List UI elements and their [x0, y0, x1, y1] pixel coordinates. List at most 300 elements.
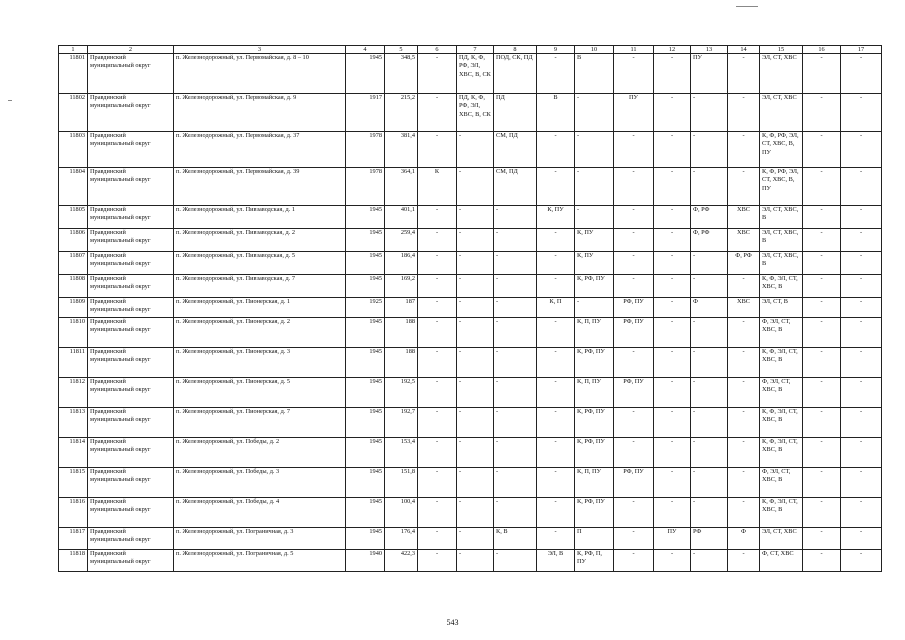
table-cell: 422,3	[385, 550, 418, 572]
table-cell: 1945	[346, 528, 385, 550]
table-cell: -	[537, 348, 575, 378]
table-cell: -	[654, 252, 691, 275]
table-cell: -	[691, 498, 728, 528]
table-cell: -	[841, 94, 882, 132]
table-cell: 11813	[59, 408, 88, 438]
table-cell: Правдинский муниципальный округ	[88, 168, 174, 206]
table-cell: 1945	[346, 252, 385, 275]
table-cell: п. Железнодорожный, ул. Пограничная, д. 5	[174, 550, 346, 572]
table-cell: -	[418, 468, 457, 498]
table-cell: ХВС	[728, 206, 760, 229]
table-cell: -	[457, 252, 494, 275]
table-row	[59, 348, 882, 378]
table-cell: -	[494, 550, 537, 572]
table-cell: -	[457, 206, 494, 229]
column-number-header: 9	[537, 46, 575, 54]
table-cell: -	[614, 54, 654, 94]
table-cell: -	[614, 528, 654, 550]
table-cell: К, П, ПУ	[575, 318, 614, 348]
table-cell: 11801	[59, 54, 88, 94]
table-cell: 215,2	[385, 94, 418, 132]
table-cell: Правдинский муниципальный округ	[88, 378, 174, 408]
table-cell: -	[841, 252, 882, 275]
table-cell: Ф, СТ, ХВС	[760, 550, 803, 572]
table-cell: 11802	[59, 94, 88, 132]
table-cell: -	[614, 132, 654, 168]
table-cell: -	[841, 318, 882, 348]
table-cell: Ф	[691, 298, 728, 318]
table-cell: ЭЛ, СТ, ХВС	[760, 54, 803, 94]
table-cell: К, РФ, ПУ	[575, 498, 614, 528]
table-row	[59, 438, 882, 468]
table-cell: 11816	[59, 498, 88, 528]
table-cell: 1945	[346, 229, 385, 252]
table-cell: -	[575, 298, 614, 318]
table-cell: -	[841, 378, 882, 408]
table-cell: -	[418, 528, 457, 550]
table-cell: П	[575, 528, 614, 550]
table-cell: РФ, ПУ	[614, 298, 654, 318]
table-cell: -	[418, 94, 457, 132]
table-cell: К, ПУ	[537, 206, 575, 229]
table-cell: К, РФ, ПУ	[575, 408, 614, 438]
table-cell: -	[494, 318, 537, 348]
table-cell: К, Ф, ЭЛ, СТ, ХВС, В	[760, 498, 803, 528]
table-cell: -	[691, 550, 728, 572]
table-cell: -	[494, 408, 537, 438]
table-cell: п. Железнодорожный, ул. Победы, д. 4	[174, 498, 346, 528]
table-cell: -	[457, 132, 494, 168]
table-cell: Ф, РФ	[691, 206, 728, 229]
table-cell: п. Железнодорожный, ул. Пивзаводская, д. 2	[174, 229, 346, 252]
table-cell: -	[457, 275, 494, 298]
table-cell: К, П	[537, 298, 575, 318]
table-cell: -	[418, 438, 457, 468]
table-cell: 11812	[59, 378, 88, 408]
table-cell: -	[614, 275, 654, 298]
table-cell: 176,4	[385, 528, 418, 550]
table-cell: п. Железнодорожный, ул. Первомайская, д. 8 – 10	[174, 54, 346, 94]
table-cell: 11814	[59, 438, 88, 468]
table-cell: 1945	[346, 275, 385, 298]
table-cell: -	[841, 275, 882, 298]
column-number-header: 17	[841, 46, 882, 54]
table-cell: Правдинский муниципальный округ	[88, 94, 174, 132]
table-cell: РФ, ПУ	[614, 378, 654, 408]
table-cell: -	[575, 206, 614, 229]
table-cell: 381,4	[385, 132, 418, 168]
table-cell: -	[841, 229, 882, 252]
table-cell: ЭЛ, СТ, ХВС	[760, 94, 803, 132]
table-cell: п. Железнодорожный, ул. Пивзаводская, д. 5	[174, 252, 346, 275]
table-cell: 11815	[59, 468, 88, 498]
column-number-header: 4	[346, 46, 385, 54]
table-cell: -	[841, 168, 882, 206]
table-cell: ПУ	[691, 54, 728, 94]
table-cell: Правдинский муниципальный округ	[88, 206, 174, 229]
table-cell: В	[537, 94, 575, 132]
table-cell: ПОД, СК, ПД	[494, 54, 537, 94]
table-cell: -	[654, 438, 691, 468]
table-cell: Ф, ЭЛ, СТ, ХВС, В	[760, 378, 803, 408]
table-cell: -	[803, 468, 841, 498]
table-cell: -	[803, 94, 841, 132]
table-cell: 11803	[59, 132, 88, 168]
table-cell: 364,1	[385, 168, 418, 206]
table-cell: РФ, ПУ	[614, 318, 654, 348]
table-row	[59, 275, 882, 298]
table-cell: Ф	[728, 528, 760, 550]
table-cell: -	[803, 378, 841, 408]
table-cell: -	[841, 298, 882, 318]
table-cell: -	[418, 498, 457, 528]
table-cell: -	[803, 348, 841, 378]
table-cell: Ф, ЭЛ, СТ, ХВС, В	[760, 318, 803, 348]
table-cell: -	[418, 550, 457, 572]
table-cell: -	[728, 550, 760, 572]
table-cell: 192,7	[385, 408, 418, 438]
table-cell: -	[728, 378, 760, 408]
table-cell: ХВС	[728, 229, 760, 252]
table-cell: 11818	[59, 550, 88, 572]
table-cell: ПД, К, Ф, РФ, ЭЛ, ХВС, В, СК	[457, 54, 494, 94]
table-cell: -	[841, 468, 882, 498]
table-row	[59, 298, 882, 318]
table-cell: -	[654, 468, 691, 498]
table-cell: 1945	[346, 468, 385, 498]
column-number-header: 2	[88, 46, 174, 54]
table-cell: -	[728, 318, 760, 348]
table-cell: -	[494, 378, 537, 408]
table-cell: К, Ф, ЭЛ, СТ, ХВС, В	[760, 348, 803, 378]
table-cell: -	[841, 550, 882, 572]
table-cell: 11808	[59, 275, 88, 298]
table-cell: 100,4	[385, 498, 418, 528]
column-number-header: 10	[575, 46, 614, 54]
table-cell: -	[691, 168, 728, 206]
table-cell: 188	[385, 318, 418, 348]
table-cell: -	[494, 298, 537, 318]
table-cell: ЭЛ, СТ, ХВС, В	[760, 252, 803, 275]
column-number-header: 12	[654, 46, 691, 54]
table-cell: -	[728, 168, 760, 206]
table-cell: -	[654, 168, 691, 206]
table-cell: 11806	[59, 229, 88, 252]
table-row	[59, 54, 882, 94]
table-cell: -	[537, 132, 575, 168]
table-row	[59, 468, 882, 498]
table-cell: -	[575, 168, 614, 206]
table-cell: -	[803, 298, 841, 318]
table-cell: -	[803, 168, 841, 206]
table-cell: -	[494, 468, 537, 498]
table-cell: -	[654, 318, 691, 348]
table-row	[59, 378, 882, 408]
table-cell: -	[841, 54, 882, 94]
table-cell: п. Железнодорожный, ул. Первомайская, д. 39	[174, 168, 346, 206]
table-cell: -	[654, 348, 691, 378]
table-cell: К, Ф, ЭЛ, СТ, ХВС, В	[760, 438, 803, 468]
table-cell: -	[841, 132, 882, 168]
table-cell: -	[457, 528, 494, 550]
table-cell: Правдинский муниципальный округ	[88, 498, 174, 528]
table-cell: 151,8	[385, 468, 418, 498]
table-cell: -	[803, 275, 841, 298]
table-cell: 153,4	[385, 438, 418, 468]
table-cell: -	[728, 275, 760, 298]
table-cell: РФ, ПУ	[614, 468, 654, 498]
table-cell: К, Ф, ЭЛ, СТ, ХВС, В	[760, 275, 803, 298]
column-number-header: 11	[614, 46, 654, 54]
table-cell: ПУ	[654, 528, 691, 550]
table-row	[59, 252, 882, 275]
table-cell: -	[457, 550, 494, 572]
table-cell: -	[537, 275, 575, 298]
table-cell: -	[537, 54, 575, 94]
table-cell: -	[537, 168, 575, 206]
table-cell: 187	[385, 298, 418, 318]
table-cell: 1917	[346, 94, 385, 132]
table-cell: -	[494, 348, 537, 378]
table-cell: -	[803, 206, 841, 229]
table-cell: 11809	[59, 298, 88, 318]
table-cell: К, В	[494, 528, 537, 550]
table-cell: 1945	[346, 408, 385, 438]
table-cell: Ф, РФ	[691, 229, 728, 252]
table-cell: п. Железнодорожный, ул. Пограничная, д. 3	[174, 528, 346, 550]
table-cell: Правдинский муниципальный округ	[88, 132, 174, 168]
table-cell: -	[418, 252, 457, 275]
table-cell: СМ, ПД	[494, 168, 537, 206]
table-cell: -	[728, 468, 760, 498]
table-cell: -	[614, 229, 654, 252]
table-cell: -	[803, 408, 841, 438]
table-cell: -	[418, 275, 457, 298]
table-cell: 186,4	[385, 252, 418, 275]
table-cell: Правдинский муниципальный округ	[88, 229, 174, 252]
table-cell: 1945	[346, 378, 385, 408]
table-cell: -	[728, 94, 760, 132]
column-number-header: 15	[760, 46, 803, 54]
table-row	[59, 318, 882, 348]
table-cell: -	[803, 528, 841, 550]
table-cell: ЭЛ, СТ, ХВС, В	[760, 229, 803, 252]
table-cell: 259,4	[385, 229, 418, 252]
table-cell: К, Ф, РФ, ЭЛ, СТ, ХВС, В, ПУ	[760, 168, 803, 206]
table-cell: -	[841, 408, 882, 438]
table-cell: -	[803, 498, 841, 528]
table-cell: -	[654, 298, 691, 318]
table-cell: -	[654, 550, 691, 572]
table-row	[59, 550, 882, 572]
scan-mark	[736, 6, 758, 7]
table-cell: -	[418, 206, 457, 229]
table-cell: Правдинский муниципальный округ	[88, 252, 174, 275]
page-number: 543	[446, 618, 459, 627]
table-cell: -	[575, 94, 614, 132]
table-cell: СМ, ПД	[494, 132, 537, 168]
table-cell: -	[841, 438, 882, 468]
table-cell: -	[654, 94, 691, 132]
table-cell: 348,5	[385, 54, 418, 94]
table-cell: -	[494, 438, 537, 468]
table-cell: -	[691, 94, 728, 132]
table-cell: -	[537, 318, 575, 348]
table-cell: -	[537, 252, 575, 275]
table-cell: п. Железнодорожный, ул. Пионерская, д. 5	[174, 378, 346, 408]
table-cell: К, П, ПУ	[575, 378, 614, 408]
table-cell: п. Железнодорожный, ул. Первомайская, д. 9	[174, 94, 346, 132]
table-cell: -	[841, 498, 882, 528]
table-cell: Правдинский муниципальный округ	[88, 54, 174, 94]
table-cell: -	[803, 550, 841, 572]
housing-register-table	[58, 45, 882, 572]
table-cell: -	[841, 348, 882, 378]
table-cell: -	[654, 229, 691, 252]
table-cell: -	[654, 132, 691, 168]
table-cell: -	[418, 54, 457, 94]
table-cell: Правдинский муниципальный округ	[88, 318, 174, 348]
table-cell: п. Железнодорожный, ул. Пивзаводская, д. 1	[174, 206, 346, 229]
table-cell: -	[537, 229, 575, 252]
table-cell: -	[691, 318, 728, 348]
table-cell: -	[614, 168, 654, 206]
table-cell: -	[537, 438, 575, 468]
table-cell: ЭЛ, В	[537, 550, 575, 572]
table-cell: Правдинский муниципальный округ	[88, 438, 174, 468]
table-cell: -	[457, 229, 494, 252]
table-cell: -	[691, 348, 728, 378]
table-cell: п. Железнодорожный, ул. Пивзаводская, д. 7	[174, 275, 346, 298]
table-row	[59, 132, 882, 168]
table-cell: -	[457, 468, 494, 498]
table-cell: Правдинский муниципальный округ	[88, 550, 174, 572]
table-cell: -	[803, 438, 841, 468]
table-cell: -	[614, 408, 654, 438]
table-cell: 1945	[346, 54, 385, 94]
table-cell: К, ПУ	[575, 229, 614, 252]
table-cell: -	[728, 498, 760, 528]
table-cell: 11804	[59, 168, 88, 206]
table-cell: -	[614, 498, 654, 528]
table-cell: -	[494, 498, 537, 528]
table-cell: -	[457, 348, 494, 378]
table-cell: К, РФ, ПУ	[575, 438, 614, 468]
table-cell: К, Ф, РФ, ЭЛ, СТ, ХВС, В, ПУ	[760, 132, 803, 168]
column-number-header: 8	[494, 46, 537, 54]
table-cell: ХВС	[728, 298, 760, 318]
table-cell: -	[614, 438, 654, 468]
table-cell: -	[803, 54, 841, 94]
header-row	[59, 46, 882, 54]
table-cell: -	[614, 348, 654, 378]
table-cell: п. Железнодорожный, ул. Пионерская, д. 7	[174, 408, 346, 438]
table-cell: -	[418, 318, 457, 348]
table-cell: -	[654, 378, 691, 408]
table-row	[59, 94, 882, 132]
table-cell: -	[457, 318, 494, 348]
table-cell: 11805	[59, 206, 88, 229]
table-cell: -	[418, 298, 457, 318]
table-cell: 11817	[59, 528, 88, 550]
table-cell: -	[728, 408, 760, 438]
table-cell: -	[803, 229, 841, 252]
table-cell: -	[494, 229, 537, 252]
column-number-header: 6	[418, 46, 457, 54]
table-cell: -	[691, 438, 728, 468]
table-cell: 169,2	[385, 275, 418, 298]
table-cell: В	[575, 54, 614, 94]
table-cell: 1978	[346, 132, 385, 168]
table-cell: Правдинский муниципальный округ	[88, 298, 174, 318]
table-cell: -	[418, 378, 457, 408]
table-cell: -	[614, 252, 654, 275]
table-cell: -	[418, 348, 457, 378]
table-cell: -	[728, 132, 760, 168]
table-cell: К, РФ, ПУ	[575, 348, 614, 378]
table-cell: -	[691, 408, 728, 438]
table-cell: -	[803, 318, 841, 348]
table-cell: Правдинский муниципальный округ	[88, 275, 174, 298]
table-cell: 401,1	[385, 206, 418, 229]
table-cell: -	[457, 438, 494, 468]
table-cell: -	[457, 498, 494, 528]
table-cell: -	[841, 206, 882, 229]
table-cell: Правдинский муниципальный округ	[88, 528, 174, 550]
column-number-header: 14	[728, 46, 760, 54]
table-cell: ЭЛ, СТ, ХВС	[760, 528, 803, 550]
table-cell: 11807	[59, 252, 88, 275]
table-cell: -	[691, 468, 728, 498]
scan-mark	[8, 100, 12, 101]
table-cell: -	[537, 528, 575, 550]
table-cell: 1945	[346, 348, 385, 378]
table-cell: К, РФ, ПУ	[575, 275, 614, 298]
table-cell: п. Железнодорожный, ул. Победы, д. 2	[174, 438, 346, 468]
table-row	[59, 408, 882, 438]
table-cell: -	[457, 408, 494, 438]
table-cell: -	[614, 206, 654, 229]
table-cell: ЭЛ, СТ, ХВС, В	[760, 206, 803, 229]
table-cell: -	[418, 408, 457, 438]
table-cell: Правдинский муниципальный округ	[88, 408, 174, 438]
table-cell: п. Железнодорожный, ул. Пионерская, д. 3	[174, 348, 346, 378]
table-cell: К, РФ, П, ПУ	[575, 550, 614, 572]
table-cell: 11810	[59, 318, 88, 348]
table-cell: 192,5	[385, 378, 418, 408]
table-row	[59, 206, 882, 229]
table-cell: -	[803, 252, 841, 275]
table-cell: К	[418, 168, 457, 206]
table-cell: -	[691, 378, 728, 408]
table-cell: ПД	[494, 94, 537, 132]
column-number-header: 5	[385, 46, 418, 54]
table-cell: -	[457, 168, 494, 206]
table-cell: РФ	[691, 528, 728, 550]
table-cell: -	[691, 252, 728, 275]
table-cell: -	[841, 528, 882, 550]
table-cell: Ф, ЭЛ, СТ, ХВС, В	[760, 468, 803, 498]
table-cell: ПД, К, Ф, РФ, ЭЛ, ХВС, В, СК	[457, 94, 494, 132]
table-cell: п. Железнодорожный, ул. Пионерская, д. 2	[174, 318, 346, 348]
table-cell: К, П, ПУ	[575, 468, 614, 498]
table-cell: -	[537, 378, 575, 408]
table-cell: -	[537, 498, 575, 528]
column-number-header: 1	[59, 46, 88, 54]
table-cell: -	[494, 252, 537, 275]
table-cell: ПУ	[614, 94, 654, 132]
table-cell: -	[614, 550, 654, 572]
